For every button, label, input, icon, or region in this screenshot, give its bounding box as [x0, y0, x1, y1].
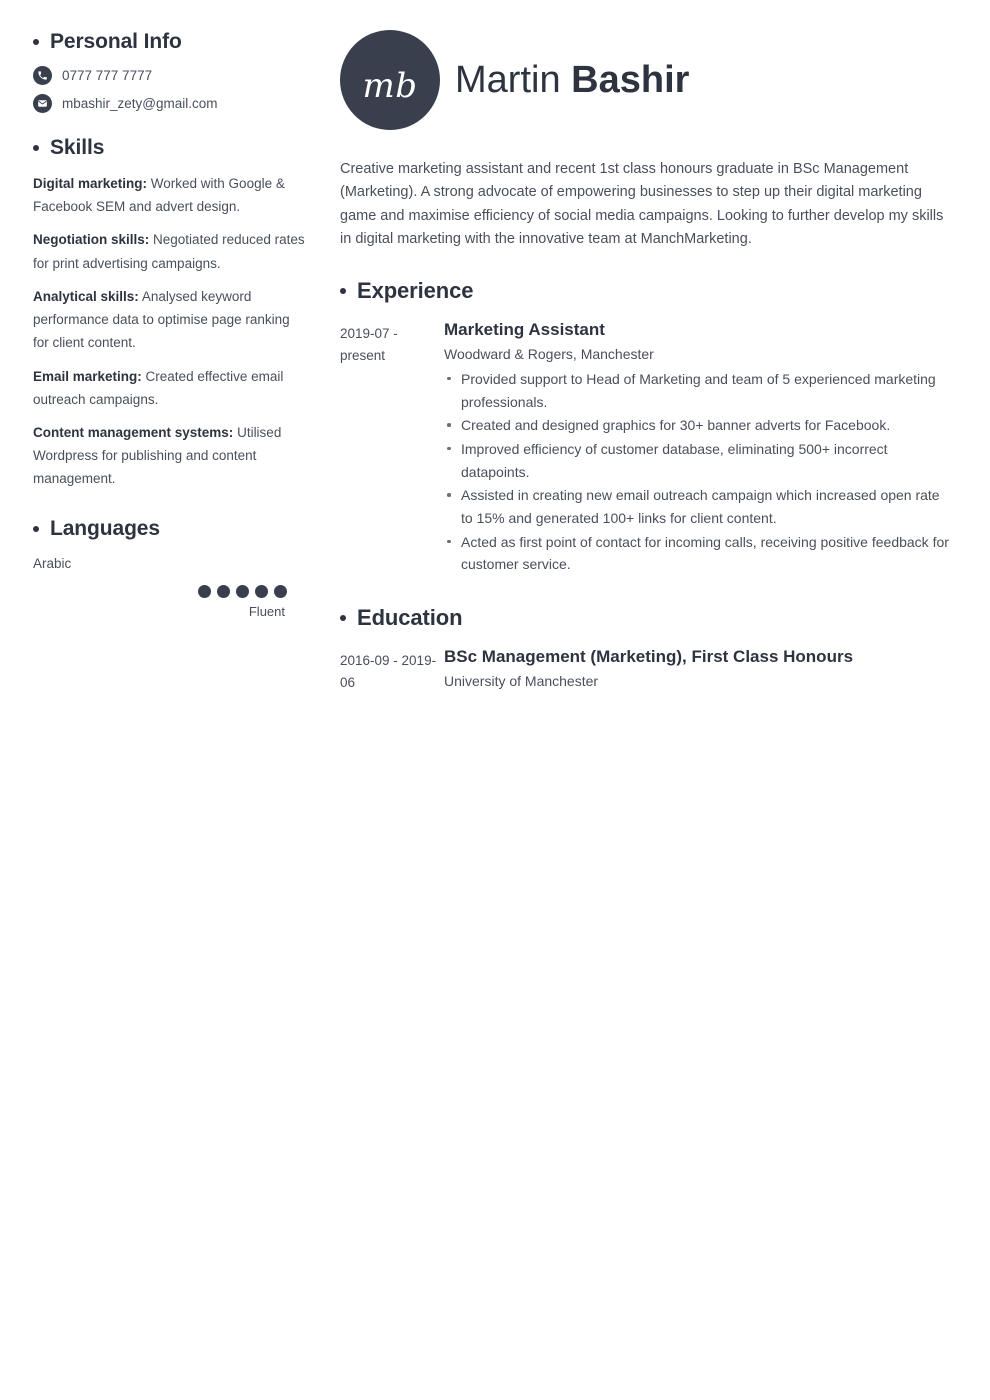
skill-text: Created effective email outreach campaigns.: [33, 368, 284, 407]
skill-text: Negotiated reduced rates for print advertising campaigns.: [33, 232, 305, 271]
language-item: [33, 553, 305, 620]
skills-heading: [33, 136, 305, 160]
bullet-marker-icon: [33, 526, 39, 532]
education-details: [444, 647, 950, 695]
section-skills: [33, 136, 305, 491]
education-institution: University of Manchester: [444, 672, 599, 689]
experience-job-title: Marketing Assistant: [444, 319, 605, 339]
experience-details: [444, 320, 950, 577]
contact-email-row[interactable]: [33, 94, 305, 113]
sidebar: [0, 30, 340, 619]
experience-heading: [340, 278, 950, 304]
experience-company: Woodward & Rogers, Manchester: [444, 345, 654, 362]
phone-icon: [33, 66, 52, 85]
skill-label: Digital marketing:: [33, 176, 148, 191]
rating-dot-filled: [217, 585, 230, 598]
skills-heading-label: Skills: [50, 136, 105, 159]
personal-info-heading: [33, 30, 305, 54]
contact-phone-row[interactable]: [33, 66, 305, 85]
education-degree: BSc Management (Marketing), First Class Honours: [444, 646, 854, 666]
skill-item: [33, 285, 305, 355]
skill-label: Content management systems:: [33, 424, 234, 440]
experience-entry: [340, 320, 950, 577]
language-level-label: Fluent: [248, 604, 285, 620]
experience-date: 2019-07 - present: [340, 325, 398, 364]
rating-dot-filled: [236, 585, 249, 598]
email-icon: [33, 94, 52, 113]
main-content: [340, 30, 990, 695]
skill-item: [33, 228, 305, 274]
bullet-marker-icon: [33, 145, 39, 151]
skill-label: Negotiation skills:: [33, 232, 150, 248]
experience-heading-label: Experience: [357, 277, 474, 303]
skill-item: [33, 365, 305, 411]
professional-summary: Creative marketing assistant and recent 1st class honours graduate in BSc Management (Marketing). A strong advocate of empowering businesses to step up their digital marketing game and maximise efficiency of social media campaigns. Looking to further develop my skills in digital marketing with the innovative team at ManchMarketing.: [340, 161, 944, 248]
section-experience: [340, 278, 950, 577]
skill-text: Analysed keyword performance data to optimise page ranking for client content.: [33, 288, 290, 351]
page-title: [455, 59, 689, 102]
rating-dot-filled: [274, 585, 287, 598]
section-education: [340, 605, 950, 695]
skill-label: Analytical skills:: [33, 288, 139, 304]
section-languages: [33, 517, 305, 620]
language-rating-dots: [33, 585, 287, 598]
bullet-marker-icon: [340, 615, 346, 621]
experience-bullet: Created and designed graphics for 30+ banner adverts for Facebook.: [444, 414, 950, 437]
experience-bullet: Provided support to Head of Marketing and team of 5 experienced marketing professionals.: [444, 368, 950, 413]
experience-bullet: Improved efficiency of customer database, eliminating 500+ incorrect datapoints.: [444, 438, 950, 483]
skill-item: [33, 172, 305, 218]
languages-heading-label: Languages: [50, 516, 160, 540]
language-rating: [33, 585, 305, 619]
education-date: 2016-09 - 2019-06: [340, 652, 437, 691]
personal-info-heading-label: Personal Info: [50, 30, 182, 53]
experience-bullet-list: [444, 368, 950, 576]
education-heading-label: Education: [357, 604, 463, 630]
section-personal-info: [33, 30, 305, 113]
bullet-marker-icon: [340, 288, 346, 294]
skill-text: Utilised Wordpress for publishing and content management.: [33, 424, 282, 487]
phone-value: 0777 777 7777: [62, 67, 153, 83]
experience-bullet: Acted as first point of contact for incoming calls, receiving positive feedback for customer service.: [444, 531, 950, 576]
language-name: Arabic: [33, 555, 72, 571]
resume-header: [340, 30, 950, 130]
skill-text: Worked with Google & Facebook SEM and advert design.: [33, 176, 285, 215]
bullet-marker-icon: [33, 39, 39, 45]
education-entry: [340, 647, 950, 695]
skill-label: Email marketing:: [33, 368, 142, 384]
skill-item: [33, 421, 305, 491]
first-name: Martin: [455, 58, 561, 101]
rating-dot-filled: [198, 585, 211, 598]
education-heading: [340, 605, 950, 631]
experience-bullet: Assisted in creating new email outreach campaign which increased open rate to 15% and generated 100+ links for client content.: [444, 484, 950, 529]
email-value: mbashir_zety@gmail.com: [62, 95, 218, 111]
last-name: Bashir: [571, 58, 690, 101]
avatar-monogram: mb: [340, 30, 440, 130]
rating-dot-filled: [255, 585, 268, 598]
languages-heading: [33, 517, 305, 541]
